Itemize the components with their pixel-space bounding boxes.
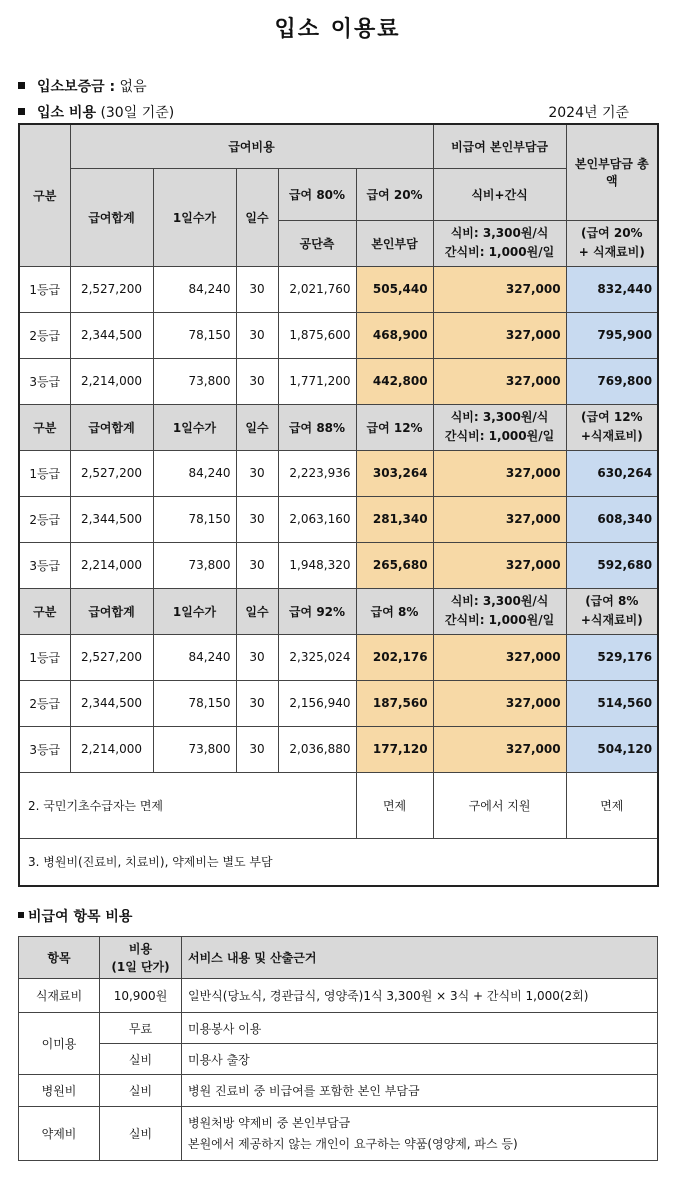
deposit-value: 없음 (119, 79, 147, 95)
meal-amount: 327,000 (433, 726, 566, 772)
table-row (19, 542, 658, 588)
nonbenefit-heading (18, 906, 132, 926)
grade: 1등급 (19, 634, 70, 680)
grade: 3등급 (19, 358, 70, 404)
desc-food: 일반식(당뇨식, 경관급식, 영양죽)1식 3,300원 × 3식 + 간식비 1,000(2회) (182, 979, 658, 1013)
corp-amount: 2,223,936 (278, 450, 356, 496)
header-benefit-sum: 급여합계 (70, 168, 153, 266)
fee-heading-label: 입소 비용 (37, 105, 96, 121)
grade: 1등급 (19, 450, 70, 496)
grade: 2등급 (19, 312, 70, 358)
grade: 3등급 (19, 726, 70, 772)
desc-drug-2: 본원에서 제공하지 않는 개인이 요구하는 약품(영양제, 파스 등) (188, 1136, 518, 1151)
header-daily-fee: 1일수가 (153, 588, 236, 634)
header-benefit-92: 급여 92% (278, 588, 356, 634)
header-item: 항목 (19, 937, 100, 979)
table-row (19, 979, 658, 1013)
daily-fee: 73,800 (153, 726, 236, 772)
header-desc: 서비스 내용 및 산출근거 (182, 937, 658, 979)
cost-beauty-free: 무료 (100, 1013, 182, 1044)
total-amount: 529,176 (566, 634, 658, 680)
header-benefit-12: 급여 12% (356, 404, 433, 450)
header-gubun: 구분 (19, 588, 70, 634)
header-benefit-sum: 급여합계 (70, 588, 153, 634)
bullet-square-icon (18, 108, 25, 115)
days: 30 (236, 496, 278, 542)
snack-price: 간식비: 1,000원/일 (444, 429, 555, 443)
daily-fee: 73,800 (153, 542, 236, 588)
grade: 1등급 (19, 266, 70, 312)
self-amount: 265,680 (356, 542, 433, 588)
total-amount: 514,560 (566, 680, 658, 726)
desc-drug (182, 1107, 658, 1161)
desc-hospital: 병원 진료비 중 비급여를 포함한 본인 부담금 (182, 1075, 658, 1107)
total-note-b: +식재료비) (580, 429, 643, 443)
deposit-line (18, 76, 147, 96)
cost-food: 10,900원 (100, 979, 182, 1013)
group-header-row (19, 588, 658, 634)
table-row (19, 496, 658, 542)
table-row (19, 450, 658, 496)
header-daily-fee: 1일수가 (153, 168, 236, 266)
daily-fee: 84,240 (153, 634, 236, 680)
days: 30 (236, 312, 278, 358)
daily-fee: 84,240 (153, 266, 236, 312)
grade: 2등급 (19, 496, 70, 542)
header-days: 일수 (236, 588, 278, 634)
header-meal-price (433, 220, 566, 266)
grade: 2등급 (19, 680, 70, 726)
self-amount: 281,340 (356, 496, 433, 542)
desc-drug-1: 병원처방 약제비 중 본인부담금 (188, 1115, 351, 1130)
meal-amount: 327,000 (433, 312, 566, 358)
days: 30 (236, 726, 278, 772)
meal-amount: 327,000 (433, 358, 566, 404)
corp-amount: 1,875,600 (278, 312, 356, 358)
nonbenefit-heading-text: 비급여 항목 비용 (28, 909, 133, 925)
header-benefit-cost: 급여비용 (70, 124, 433, 168)
total-amount: 592,680 (566, 542, 658, 588)
total-note-a: (급여 12% (581, 410, 643, 424)
header-self-pay: 본인부담 (356, 220, 433, 266)
base-year: 2024년 기준 (548, 105, 629, 121)
meal-price: 식비: 3,300원/식 (450, 410, 549, 424)
table-row (19, 312, 658, 358)
fee-heading (18, 102, 174, 122)
item-beauty: 이미용 (19, 1013, 100, 1075)
table-row (19, 1044, 658, 1075)
header-nonbenefit-self: 비급여 본인부담금 (433, 124, 566, 168)
cost-hospital: 실비 (100, 1075, 182, 1107)
benefit-sum: 2,214,000 (70, 542, 153, 588)
item-drug: 약제비 (19, 1107, 100, 1161)
desc-beauty-actual: 미용사 출장 (182, 1044, 658, 1075)
table-row (19, 266, 658, 312)
deposit-label: 입소보증금 : (37, 79, 116, 95)
days: 30 (236, 266, 278, 312)
header-benefit-sum: 급여합계 (70, 404, 153, 450)
header-meal-price (433, 588, 566, 634)
corp-amount: 2,021,760 (278, 266, 356, 312)
meal-price: 식비: 3,300원/식 (450, 594, 549, 608)
snack-price: 간식비: 1,000원/일 (444, 245, 555, 259)
header-benefit-20: 급여 20% (356, 168, 433, 220)
total-note-b: + 식재료비) (578, 245, 645, 259)
corp-amount: 1,948,320 (278, 542, 356, 588)
total-note-a: (급여 8% (585, 594, 639, 608)
header-benefit-88: 급여 88% (278, 404, 356, 450)
benefit-sum: 2,527,200 (70, 634, 153, 680)
corp-amount: 2,156,940 (278, 680, 356, 726)
desc-beauty-free: 미용봉사 이용 (182, 1013, 658, 1044)
table-row (19, 1013, 658, 1044)
self-amount: 442,800 (356, 358, 433, 404)
daily-fee: 78,150 (153, 312, 236, 358)
table-row (19, 680, 658, 726)
header-gubun: 구분 (19, 404, 70, 450)
item-food: 식재료비 (19, 979, 100, 1013)
fee-heading-paren: (30일 기준) (100, 105, 175, 121)
corp-amount: 2,325,024 (278, 634, 356, 680)
page-title: 입소 이용료 (274, 17, 401, 42)
total-amount: 608,340 (566, 496, 658, 542)
meal-amount: 327,000 (433, 680, 566, 726)
header-total-note (566, 220, 658, 266)
basic-self: 면제 (356, 772, 433, 838)
header-benefit-8: 급여 8% (356, 588, 433, 634)
header-benefit-80: 급여 80% (278, 168, 356, 220)
daily-fee: 73,800 (153, 358, 236, 404)
total-note-a: (급여 20% (581, 226, 643, 240)
benefit-sum: 2,527,200 (70, 266, 153, 312)
header-cost-b: (1일 단가) (111, 959, 170, 974)
total-note-b: +식재료비) (580, 613, 643, 627)
days: 30 (236, 634, 278, 680)
hospital-note-row (19, 838, 658, 886)
benefit-sum: 2,214,000 (70, 358, 153, 404)
snack-price: 간식비: 1,000원/일 (444, 613, 555, 627)
self-amount: 468,900 (356, 312, 433, 358)
self-amount: 177,120 (356, 726, 433, 772)
group-header-row (19, 404, 658, 450)
basic-meal: 구에서 지원 (433, 772, 566, 838)
fee-table (18, 123, 659, 887)
days: 30 (236, 450, 278, 496)
header-cost (100, 937, 182, 979)
hospital-note: 3. 병원비(진료비, 치료비), 약제비는 별도 부담 (19, 838, 658, 886)
table-row (19, 726, 658, 772)
cost-beauty-actual: 실비 (100, 1044, 182, 1075)
basic-total: 면제 (566, 772, 658, 838)
daily-fee: 78,150 (153, 496, 236, 542)
self-amount: 303,264 (356, 450, 433, 496)
table-row (19, 1075, 658, 1107)
corp-amount: 2,036,880 (278, 726, 356, 772)
benefit-sum: 2,344,500 (70, 312, 153, 358)
table-row (19, 634, 658, 680)
nonbenefit-table (18, 936, 658, 1161)
meal-amount: 327,000 (433, 496, 566, 542)
header-days: 일수 (236, 404, 278, 450)
header-self-total: 본인부담금 총액 (566, 124, 658, 220)
total-amount: 769,800 (566, 358, 658, 404)
self-amount: 187,560 (356, 680, 433, 726)
benefit-sum: 2,527,200 (70, 450, 153, 496)
basic-recipient-note: 2. 국민기초수급자는 면제 (19, 772, 356, 838)
header-daily-fee: 1일수가 (153, 404, 236, 450)
table-row (19, 1107, 658, 1161)
total-amount: 630,264 (566, 450, 658, 496)
meal-amount: 327,000 (433, 450, 566, 496)
benefit-sum: 2,214,000 (70, 726, 153, 772)
header-total-note (566, 404, 658, 450)
basic-recipient-row (19, 772, 658, 838)
item-hospital: 병원비 (19, 1075, 100, 1107)
self-amount: 505,440 (356, 266, 433, 312)
daily-fee: 78,150 (153, 680, 236, 726)
days: 30 (236, 542, 278, 588)
total-amount: 832,440 (566, 266, 658, 312)
days: 30 (236, 358, 278, 404)
header-gubun: 구분 (19, 124, 70, 266)
days: 30 (236, 680, 278, 726)
table-row (19, 358, 658, 404)
meal-amount: 327,000 (433, 634, 566, 680)
total-amount: 504,120 (566, 726, 658, 772)
meal-amount: 327,000 (433, 542, 566, 588)
self-amount: 202,176 (356, 634, 433, 680)
nonbenefit-header-row (19, 937, 658, 979)
grade: 3등급 (19, 542, 70, 588)
header-total-note (566, 588, 658, 634)
meal-price: 식비: 3,300원/식 (450, 226, 549, 240)
daily-fee: 84,240 (153, 450, 236, 496)
header-cost-a: 비용 (128, 941, 153, 956)
benefit-sum: 2,344,500 (70, 680, 153, 726)
header-corp: 공단측 (278, 220, 356, 266)
meal-amount: 327,000 (433, 266, 566, 312)
header-meal-snack: 식비+간식 (433, 168, 566, 220)
corp-amount: 1,771,200 (278, 358, 356, 404)
header-days: 일수 (236, 168, 278, 266)
bullet-square-icon (18, 912, 24, 918)
total-amount: 795,900 (566, 312, 658, 358)
cost-drug: 실비 (100, 1107, 182, 1161)
benefit-sum: 2,344,500 (70, 496, 153, 542)
header-meal-price (433, 404, 566, 450)
corp-amount: 2,063,160 (278, 496, 356, 542)
bullet-square-icon (18, 82, 25, 89)
